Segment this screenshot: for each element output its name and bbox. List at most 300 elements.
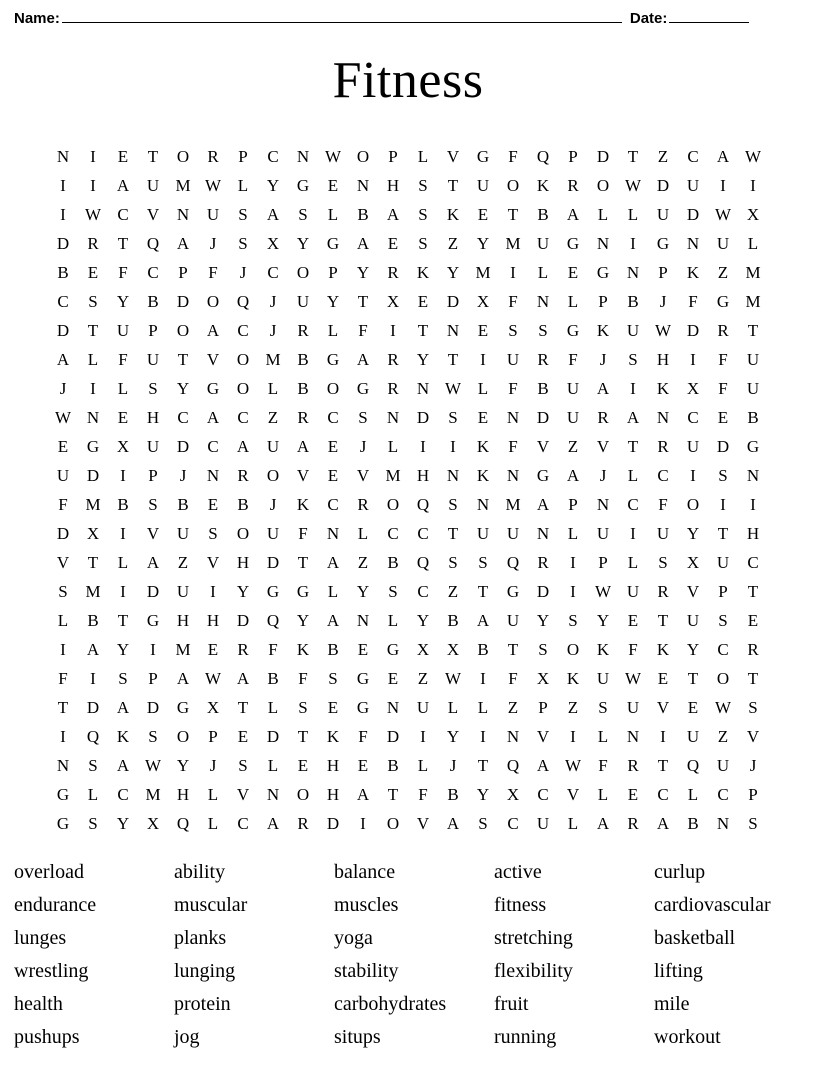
grid-cell[interactable]: X [416, 640, 430, 659]
grid-cell[interactable]: B [477, 640, 489, 659]
grid-cell[interactable]: H [326, 785, 340, 804]
grid-cell[interactable]: M [505, 495, 521, 514]
grid-cell[interactable]: T [717, 524, 729, 543]
grid-cell[interactable]: C [687, 147, 699, 166]
grid-cell[interactable]: Z [717, 263, 729, 282]
grid-cell[interactable]: T [87, 321, 99, 340]
grid-cell[interactable]: N [446, 321, 460, 340]
grid-cell[interactable]: X [386, 292, 400, 311]
grid-cell[interactable]: E [327, 437, 339, 456]
grid-cell[interactable]: E [357, 756, 369, 775]
grid-cell[interactable]: C [627, 495, 639, 514]
grid-cell[interactable]: F [598, 756, 608, 775]
grid-cell[interactable]: P [658, 263, 668, 282]
grid-cell[interactable]: L [327, 321, 339, 340]
word-list-item[interactable]: flexibility [494, 960, 573, 982]
grid-cell[interactable]: D [386, 727, 400, 746]
grid-cell[interactable]: E [297, 756, 309, 775]
grid-cell[interactable]: N [626, 263, 640, 282]
grid-cell[interactable]: W [744, 147, 762, 166]
grid-cell[interactable]: E [717, 408, 729, 427]
grid-cell[interactable]: Z [447, 582, 459, 601]
grid-cell[interactable]: K [446, 205, 460, 224]
grid-cell[interactable]: V [656, 698, 670, 717]
grid-cell[interactable]: D [656, 176, 670, 195]
grid-cell[interactable]: O [506, 176, 520, 195]
grid-cell[interactable]: J [269, 321, 277, 340]
grid-cell[interactable]: G [326, 350, 340, 369]
grid-cell[interactable]: S [88, 292, 98, 311]
grid-cell[interactable]: J [209, 234, 217, 253]
grid-cell[interactable]: D [596, 147, 610, 166]
grid-cell[interactable]: M [85, 495, 101, 514]
grid-cell[interactable]: M [745, 292, 761, 311]
grid-cell[interactable]: I [360, 814, 366, 833]
grid-cell[interactable]: A [386, 205, 400, 224]
grid-cell[interactable]: L [567, 524, 579, 543]
grid-cell[interactable]: O [236, 524, 250, 543]
grid-cell[interactable]: I [570, 727, 576, 746]
word-list-item[interactable]: fruit [494, 993, 529, 1015]
grid-cell[interactable]: L [57, 611, 69, 630]
grid-cell[interactable]: S [388, 582, 398, 601]
grid-cell[interactable]: C [717, 640, 729, 659]
grid-cell[interactable]: Y [686, 640, 700, 659]
grid-cell[interactable]: E [627, 785, 639, 804]
grid-cell[interactable]: U [596, 524, 610, 543]
grid-cell[interactable]: L [357, 524, 369, 543]
grid-cell[interactable]: C [147, 263, 159, 282]
grid-cell[interactable]: L [117, 553, 129, 572]
grid-cell[interactable]: H [176, 785, 190, 804]
grid-cell[interactable]: F [118, 263, 128, 282]
grid-cell[interactable]: R [297, 321, 309, 340]
grid-cell[interactable]: E [117, 408, 129, 427]
grid-cell[interactable]: L [627, 466, 639, 485]
grid-cell[interactable]: D [266, 553, 280, 572]
grid-cell[interactable]: U [506, 524, 520, 543]
grid-cell[interactable]: C [417, 524, 429, 543]
grid-cell[interactable]: E [87, 263, 99, 282]
grid-cell[interactable]: F [508, 669, 518, 688]
grid-cell[interactable]: V [206, 553, 220, 572]
grid-cell[interactable]: E [477, 205, 489, 224]
grid-cell[interactable]: R [387, 263, 399, 282]
grid-cell[interactable]: R [297, 814, 309, 833]
grid-cell[interactable]: T [117, 611, 129, 630]
grid-cell[interactable]: F [268, 640, 278, 659]
grid-cell[interactable]: V [596, 437, 610, 456]
grid-cell[interactable]: I [630, 524, 636, 543]
grid-cell[interactable]: R [657, 582, 669, 601]
word-list-item[interactable]: lunges [14, 927, 67, 949]
grid-cell[interactable]: I [450, 437, 456, 456]
word-list-item[interactable]: jog [174, 1026, 200, 1048]
grid-cell[interactable]: J [59, 379, 67, 398]
grid-cell[interactable]: C [207, 437, 219, 456]
grid-cell[interactable]: E [387, 234, 399, 253]
grid-cell[interactable]: A [266, 814, 280, 833]
grid-cell[interactable]: J [599, 350, 607, 369]
grid-cell[interactable]: Y [476, 234, 490, 253]
grid-cell[interactable]: V [56, 553, 70, 572]
grid-cell[interactable]: S [298, 698, 308, 717]
grid-cell[interactable]: T [747, 669, 759, 688]
grid-cell[interactable]: L [747, 234, 759, 253]
grid-cell[interactable]: N [626, 727, 640, 746]
grid-cell[interactable]: I [60, 205, 66, 224]
grid-cell[interactable]: F [568, 350, 578, 369]
grid-cell[interactable]: N [686, 234, 700, 253]
grid-cell[interactable]: D [266, 727, 280, 746]
grid-cell[interactable]: X [146, 814, 160, 833]
grid-cell[interactable]: L [87, 350, 99, 369]
grid-cell[interactable]: L [627, 205, 639, 224]
grid-cell[interactable]: T [147, 147, 159, 166]
grid-cell[interactable]: K [536, 176, 550, 195]
grid-cell[interactable]: X [86, 524, 100, 543]
grid-cell[interactable]: V [146, 205, 160, 224]
grid-cell[interactable]: E [207, 495, 219, 514]
grid-cell[interactable]: M [385, 466, 401, 485]
grid-cell[interactable]: T [387, 785, 399, 804]
grid-cell[interactable]: G [506, 582, 520, 601]
grid-cell[interactable]: T [507, 205, 519, 224]
grid-cell[interactable]: S [148, 495, 158, 514]
grid-cell[interactable]: U [506, 350, 520, 369]
grid-cell[interactable]: X [746, 205, 760, 224]
grid-cell[interactable]: I [60, 640, 66, 659]
grid-cell[interactable]: W [654, 321, 672, 340]
grid-cell[interactable]: F [508, 379, 518, 398]
grid-cell[interactable]: Q [506, 756, 520, 775]
grid-cell[interactable]: W [204, 176, 222, 195]
grid-cell[interactable]: F [688, 292, 698, 311]
grid-cell[interactable]: N [56, 147, 70, 166]
grid-cell[interactable]: Z [417, 669, 429, 688]
grid-cell[interactable]: A [656, 814, 670, 833]
grid-cell[interactable]: Y [176, 756, 190, 775]
grid-cell[interactable]: W [444, 379, 462, 398]
grid-cell[interactable]: W [564, 756, 582, 775]
grid-cell[interactable]: U [746, 350, 760, 369]
grid-cell[interactable]: W [624, 669, 642, 688]
grid-cell[interactable]: T [507, 640, 519, 659]
grid-cell[interactable]: S [208, 524, 218, 543]
grid-cell[interactable]: O [296, 785, 310, 804]
grid-cell[interactable]: P [328, 263, 338, 282]
grid-cell[interactable]: B [57, 263, 69, 282]
grid-cell[interactable]: C [117, 785, 129, 804]
grid-cell[interactable]: H [656, 350, 670, 369]
grid-cell[interactable]: G [476, 147, 490, 166]
word-list-item[interactable]: lifting [654, 960, 703, 982]
grid-cell[interactable]: N [56, 756, 70, 775]
grid-cell[interactable]: P [148, 466, 158, 485]
grid-cell[interactable]: I [90, 669, 96, 688]
grid-cell[interactable]: L [237, 176, 249, 195]
grid-cell[interactable]: S [418, 234, 428, 253]
grid-cell[interactable]: Q [686, 756, 700, 775]
grid-cell[interactable]: T [87, 553, 99, 572]
word-list-item[interactable]: balance [334, 861, 396, 883]
grid-cell[interactable]: D [86, 698, 100, 717]
grid-cell[interactable]: P [748, 785, 758, 804]
grid-cell[interactable]: H [746, 524, 760, 543]
grid-cell[interactable]: X [116, 437, 130, 456]
grid-cell[interactable]: L [267, 756, 279, 775]
grid-cell[interactable]: R [297, 408, 309, 427]
grid-cell[interactable]: E [237, 727, 249, 746]
word-list-item[interactable]: health [14, 993, 63, 1015]
grid-cell[interactable]: S [418, 205, 428, 224]
grid-cell[interactable]: S [748, 814, 758, 833]
grid-cell[interactable]: L [477, 698, 489, 717]
grid-cell[interactable]: U [146, 176, 160, 195]
grid-cell[interactable]: Y [266, 176, 280, 195]
grid-cell[interactable]: J [239, 263, 247, 282]
grid-cell[interactable]: L [567, 292, 579, 311]
grid-cell[interactable]: V [536, 437, 550, 456]
grid-cell[interactable]: M [745, 263, 761, 282]
grid-cell[interactable]: U [626, 582, 640, 601]
grid-cell[interactable]: R [567, 176, 579, 195]
grid-cell[interactable]: A [236, 669, 250, 688]
grid-cell[interactable]: F [508, 147, 518, 166]
grid-cell[interactable]: U [536, 234, 550, 253]
grid-cell[interactable]: Y [296, 611, 310, 630]
grid-cell[interactable]: J [449, 756, 457, 775]
grid-cell[interactable]: P [208, 727, 218, 746]
grid-cell[interactable]: T [57, 698, 69, 717]
grid-cell[interactable]: D [236, 611, 250, 630]
grid-cell[interactable]: P [178, 263, 188, 282]
grid-cell[interactable]: D [56, 321, 70, 340]
grid-cell[interactable]: S [568, 611, 578, 630]
grid-cell[interactable]: C [537, 785, 549, 804]
grid-cell[interactable]: S [148, 379, 158, 398]
grid-cell[interactable]: S [718, 466, 728, 485]
grid-cell[interactable]: S [628, 350, 638, 369]
grid-cell[interactable]: B [357, 205, 369, 224]
grid-cell[interactable]: M [145, 785, 161, 804]
grid-cell[interactable]: Y [446, 263, 460, 282]
grid-cell[interactable]: B [627, 292, 639, 311]
grid-cell[interactable]: D [146, 698, 160, 717]
grid-cell[interactable]: P [568, 147, 578, 166]
grid-cell[interactable]: L [327, 205, 339, 224]
grid-cell[interactable]: O [386, 495, 400, 514]
grid-cell[interactable]: E [567, 263, 579, 282]
grid-cell[interactable]: S [238, 756, 248, 775]
grid-cell[interactable]: G [596, 263, 610, 282]
grid-cell[interactable]: R [657, 437, 669, 456]
word-list-item[interactable]: cardiovascular [654, 894, 771, 916]
grid-cell[interactable]: Z [447, 234, 459, 253]
grid-cell[interactable]: E [327, 466, 339, 485]
grid-cell[interactable]: O [716, 669, 730, 688]
grid-cell[interactable]: N [386, 408, 400, 427]
grid-cell[interactable]: U [146, 437, 160, 456]
grid-cell[interactable]: R [597, 408, 609, 427]
grid-cell[interactable]: I [480, 350, 486, 369]
grid-cell[interactable]: F [58, 495, 68, 514]
grid-cell[interactable]: U [656, 205, 670, 224]
grid-cell[interactable]: Y [296, 234, 310, 253]
grid-cell[interactable]: A [446, 814, 460, 833]
grid-cell[interactable]: M [265, 350, 281, 369]
name-input-line[interactable] [62, 9, 622, 23]
grid-cell[interactable]: A [566, 466, 580, 485]
grid-cell[interactable]: C [327, 408, 339, 427]
grid-cell[interactable]: G [356, 698, 370, 717]
grid-cell[interactable]: S [238, 205, 248, 224]
grid-cell[interactable]: S [88, 756, 98, 775]
grid-cell[interactable]: I [660, 727, 666, 746]
grid-cell[interactable]: L [537, 263, 549, 282]
grid-cell[interactable]: F [418, 785, 428, 804]
grid-cell[interactable]: R [627, 814, 639, 833]
grid-cell[interactable]: T [447, 350, 459, 369]
grid-cell[interactable]: L [117, 379, 129, 398]
word-list-item[interactable]: planks [174, 927, 227, 949]
grid-cell[interactable]: G [296, 176, 310, 195]
grid-cell[interactable]: A [536, 495, 550, 514]
grid-cell[interactable]: T [627, 147, 639, 166]
grid-cell[interactable]: I [690, 350, 696, 369]
grid-cell[interactable]: G [716, 292, 730, 311]
grid-cell[interactable]: N [86, 408, 100, 427]
grid-cell[interactable]: B [147, 292, 159, 311]
grid-cell[interactable]: P [538, 698, 548, 717]
grid-cell[interactable]: I [510, 263, 516, 282]
word-list-item[interactable]: endurance [14, 894, 97, 916]
grid-cell[interactable]: Y [326, 292, 340, 311]
grid-cell[interactable]: I [420, 437, 426, 456]
word-list-item[interactable]: muscular [174, 894, 248, 916]
grid-cell[interactable]: A [476, 611, 490, 630]
grid-cell[interactable]: F [298, 669, 308, 688]
grid-cell[interactable]: O [266, 466, 280, 485]
grid-cell[interactable]: Y [476, 785, 490, 804]
grid-cell[interactable]: S [748, 698, 758, 717]
word-list-item[interactable]: overload [14, 861, 84, 883]
grid-cell[interactable]: Z [267, 408, 279, 427]
grid-cell[interactable]: Z [567, 437, 579, 456]
grid-cell[interactable]: F [298, 524, 308, 543]
grid-cell[interactable]: G [266, 582, 280, 601]
grid-cell[interactable]: N [356, 611, 370, 630]
grid-cell[interactable]: U [746, 379, 760, 398]
word-list-item[interactable]: lunging [174, 960, 236, 982]
grid-cell[interactable]: L [267, 698, 279, 717]
grid-cell[interactable]: A [356, 234, 370, 253]
grid-cell[interactable]: J [359, 437, 367, 456]
grid-cell[interactable]: I [150, 640, 156, 659]
grid-cell[interactable]: B [267, 669, 279, 688]
grid-cell[interactable]: A [116, 698, 130, 717]
grid-cell[interactable]: I [120, 582, 126, 601]
word-list-item[interactable]: ability [174, 861, 226, 883]
grid-cell[interactable]: U [506, 611, 520, 630]
grid-cell[interactable]: I [390, 321, 396, 340]
word-search-grid[interactable] [50, 142, 766, 838]
grid-cell[interactable]: L [207, 785, 219, 804]
grid-cell[interactable]: K [686, 263, 700, 282]
grid-cell[interactable]: A [116, 756, 130, 775]
grid-cell[interactable]: P [598, 553, 608, 572]
grid-cell[interactable]: G [356, 379, 370, 398]
grid-cell[interactable]: U [716, 756, 730, 775]
grid-cell[interactable]: R [537, 350, 549, 369]
grid-cell[interactable]: Q [266, 611, 280, 630]
grid-cell[interactable]: S [538, 640, 548, 659]
grid-cell[interactable]: R [237, 640, 249, 659]
grid-cell[interactable]: E [117, 147, 129, 166]
grid-cell[interactable]: H [206, 611, 220, 630]
grid-cell[interactable]: I [570, 553, 576, 572]
grid-cell[interactable]: D [686, 205, 700, 224]
grid-cell[interactable]: H [146, 408, 160, 427]
word-list-item[interactable]: muscles [334, 894, 399, 916]
grid-cell[interactable]: S [448, 495, 458, 514]
grid-cell[interactable]: A [116, 176, 130, 195]
grid-cell[interactable]: B [327, 640, 339, 659]
grid-cell[interactable]: U [266, 524, 280, 543]
grid-cell[interactable]: D [536, 582, 550, 601]
grid-cell[interactable]: B [237, 495, 249, 514]
grid-cell[interactable]: R [207, 147, 219, 166]
grid-cell[interactable]: U [716, 553, 730, 572]
grid-cell[interactable]: V [416, 814, 430, 833]
grid-cell[interactable]: S [328, 669, 338, 688]
grid-cell[interactable]: Y [416, 611, 430, 630]
grid-cell[interactable]: R [537, 553, 549, 572]
grid-cell[interactable]: S [358, 408, 368, 427]
word-list-item[interactable]: basketball [654, 927, 736, 949]
grid-cell[interactable]: L [387, 437, 399, 456]
grid-cell[interactable]: W [714, 698, 732, 717]
grid-cell[interactable]: E [327, 698, 339, 717]
grid-cell[interactable]: L [327, 582, 339, 601]
grid-cell[interactable]: B [687, 814, 699, 833]
grid-cell[interactable]: I [210, 582, 216, 601]
grid-cell[interactable]: Z [717, 727, 729, 746]
grid-cell[interactable]: A [266, 205, 280, 224]
grid-cell[interactable]: A [716, 147, 730, 166]
grid-cell[interactable]: D [686, 321, 700, 340]
grid-cell[interactable]: E [627, 611, 639, 630]
grid-cell[interactable]: C [237, 321, 249, 340]
grid-cell[interactable]: F [718, 350, 728, 369]
grid-cell[interactable]: L [417, 147, 429, 166]
grid-cell[interactable]: N [326, 524, 340, 543]
grid-cell[interactable]: N [266, 785, 280, 804]
grid-cell[interactable]: U [626, 698, 640, 717]
grid-cell[interactable]: C [747, 553, 759, 572]
grid-cell[interactable]: A [206, 321, 220, 340]
grid-cell[interactable]: G [656, 234, 670, 253]
grid-cell[interactable]: Q [176, 814, 190, 833]
grid-cell[interactable]: U [686, 437, 700, 456]
grid-cell[interactable]: I [750, 176, 756, 195]
grid-cell[interactable]: T [477, 582, 489, 601]
grid-cell[interactable]: D [56, 524, 70, 543]
grid-cell[interactable]: S [508, 321, 518, 340]
grid-cell[interactable]: E [357, 640, 369, 659]
grid-cell[interactable]: I [480, 727, 486, 746]
grid-cell[interactable]: E [207, 640, 219, 659]
